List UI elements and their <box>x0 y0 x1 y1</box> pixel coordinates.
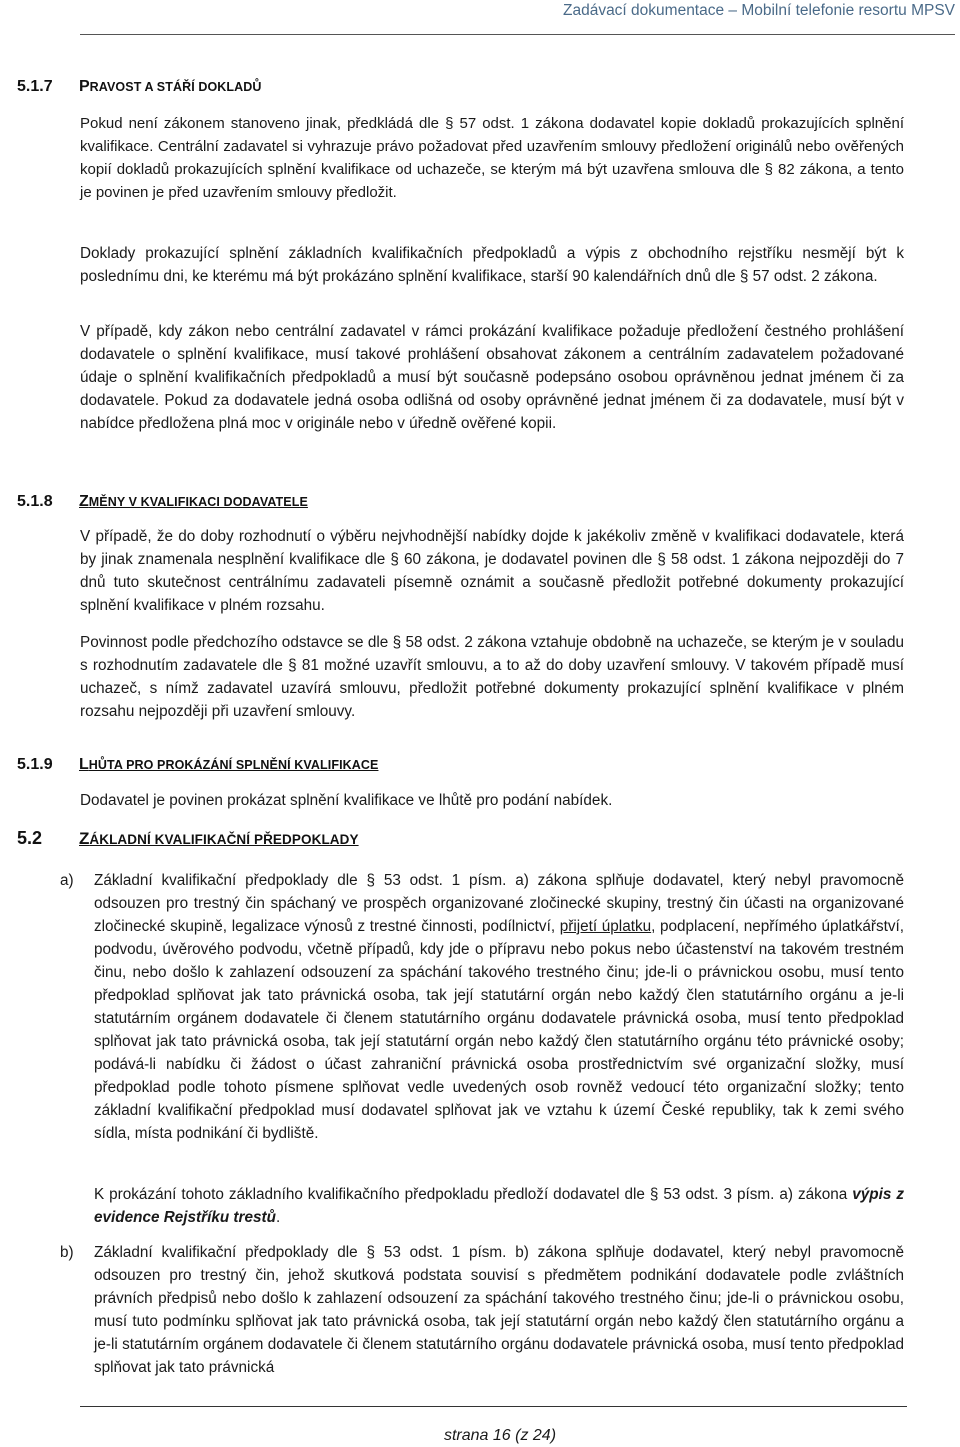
section-number: 5.2 <box>17 828 43 848</box>
section-heading-5-1-9 <box>17 754 930 776</box>
section-number: 5.1.7 <box>17 78 53 95</box>
list-item-a <box>60 869 904 1145</box>
section-title: ZÁKLADNÍ KVALIFIKAČNÍ PŘEDPOKLADY <box>79 829 359 848</box>
list-marker: b) <box>60 1244 74 1261</box>
list-item-body: Základní kvalifikační předpoklady dle § 53 odst. 1 písm. b) zákona splňuje dodavatel, který nebyl pravomocně odsouzen pro trestný čin, jehož skutková podstata souvisí s předmětem podnikání dodavatele podle zvláštních právních předpisů nebo došlo k zahlazení odsouzení za spáchání takového trestného činu; jde-li o právnickou osobu, musí tuto podmínku splňovat jak tato právnická osoba, tak její statutární orgán nebo každý člen statutárního orgánu a je-li statutárním orgánem dodavatele či členem statutárního orgánu dodavatele právnická osoba, musí tento předpoklad splňovat jak tato právnická <box>94 1244 904 1376</box>
list-item-body: Základní kvalifikační předpoklady dle § 53 odst. 1 písm. a) zákona splňuje dodavatel, který nebyl pravomocně odsouzen pro trestný čin spáchaný ve prospěch organizované zločinecké skupiny, trestný čin účasti na organizované zločinecké skupině, legalizace výnosů z trestné činnosti, podílnictví, přijetí úplatku, podplacení, nepřímého úplatkářství, podvodu, úvěrového podvodu, včetně případů, kdy jde o přípravu nebo pokus nebo účastenství na takovém trestném činu, nebo došlo k zahlazení odsouzení za spáchání takového trestného činu; jde-li o právnickou osobu, musí tento předpoklad splňovat jak tato právnická osoba, tak její statutární orgán nebo každý člen statutárního orgánu a je-li statutárním orgánem dodavatele či členem statutárního orgánu dodavatele právnická osoba, musí tento předpoklad splňovat jak tato právnická osoba, tak její statutární orgán nebo každý člen statutárního orgánu této právnické osoby; podává-li nabídku či žádost o účast zahraniční právnická osoba prostřednictvím své organizační složky, musí předpoklad podle tohoto písmene splňovat vedle uvedených osob rovněž vedoucí této organizační složky; tento základní kvalifikační předpoklad musí dodavatel splňovat jak ve vztahu k území České republiky, tak k zemi svého sídla, místa podnikání či bydliště. <box>94 872 905 1142</box>
paragraph-5-1-7-2: Doklady prokazující splnění základních kvalifikačních předpokladů a výpis z obchodního rejstříku nesmějí být k poslednímu dni, ke kterému má být prokázáno splnění kvalifikace, starší 90 kalendářních dnů dle § 57 odst. 2 zákona. <box>80 245 904 285</box>
list-marker: a) <box>60 872 74 889</box>
paragraph-proof-a: K prokázání tohoto základního kvalifikačního předpokladu předloží dodavatel dle § 53 odst. 3 písm. a) zákona výpis z evidence Rejstříku trestů. <box>94 1186 905 1226</box>
section-heading-5-2 <box>17 827 930 851</box>
section-title: LHŮTA PRO PROKÁZÁNÍ SPLNĚNÍ KVALIFIKACE <box>79 756 379 773</box>
section-heading-5-1-8 <box>17 491 930 513</box>
paragraph-5-1-8-2: Povinnost podle předchozího odstavce se dle § 58 odst. 2 zákona vztahuje obdobně na uchazeče, se kterým je v souladu s rozhodnutím zadavatele dle § 81 možné uzavřít smlouvu, a to až do doby uzavření smlouvy. V takovém případě musí uchazeč, s nímž zadavatel uzavírá smlouvu, předložit potřebné dokumenty prokazující splnění kvalifikace v plném rozsahu nejpozději při uzavření smlouvy. <box>80 634 904 720</box>
header-divider <box>80 34 955 35</box>
section-title: PRAVOST A STÁŘÍ DOKLADŮ <box>79 78 262 95</box>
page-number: strana 16 (z 24) <box>443 1427 557 1444</box>
document-header-title: Zadávací dokumentace – Mobilní telefonie resortu MPSV <box>562 2 955 19</box>
paragraph-5-1-7-3: V případě, kdy zákon nebo centrální zadavatel v rámci prokázání kvalifikace požaduje předložení čestného prohlášení dodavatele o splnění kvalifikace, musí takové prohlášení obsahovat zákonem a centrálním zadavatelem požadované údaje o splnění kvalifikačních předpokladů a musí být současně podepsáno osobou oprávněnou jednat jménem či za dodavatele. Pokud za dodavatele jedná osoba odlišná od osoby oprávněné jednat jménem či za dodavatele, musí být v nabídce předložena plná moc v originále nebo v úředně ověřené kopii. <box>80 323 904 432</box>
emphasized-document-name: výpis z evidence Rejstříku trestů <box>94 1186 905 1226</box>
section-number: 5.1.9 <box>17 756 53 773</box>
paragraph-5-1-9-1: Dodavatel je povinen prokázat splnění kvalifikace ve lhůtě pro podání nabídek. <box>80 792 613 809</box>
section-title: ZMĚNY V KVALIFIKACI DODAVATELE <box>79 493 308 510</box>
section-number: 5.1.8 <box>17 493 53 510</box>
underlined-term: přijetí úplatku <box>559 918 652 935</box>
list-item-b <box>60 1241 904 1379</box>
paragraph-5-1-8-1: V případě, že do doby rozhodnutí o výběru nejvhodnější nabídky dojde k jakékoliv změně v kvalifikaci dodavatele, která by jinak znamenala nesplnění kvalifikace dle § 60 zákona, je dodavatel povinen dle § 58 odst. 1 zákona nejpozději do 7 dnů tuto skutečnost centrálnímu zadavateli písemně oznámit a současně předložit potřebné dokumenty prokazující splnění kvalifikace v plném rozsahu. <box>80 528 904 614</box>
section-heading-5-1-7 <box>17 76 930 98</box>
paragraph-5-1-7-1: Pokud není zákonem stanoveno jinak, předkládá dle § 57 odst. 1 zákona dodavatel kopie dokladů prokazujících splnění kvalifikace. Centrální zadavatel si vyhrazuje právo požadovat před uzavřením smlouvy předložení originálů nebo ověřených kopií dokladů prokazujících splnění kvalifikace od uchazeče, se kterým má být uzavřena smlouva dle § 82 zákona, a tento je povinen je před uzavřením smlouvy předložit. <box>80 115 904 201</box>
footer-divider <box>80 1406 907 1407</box>
